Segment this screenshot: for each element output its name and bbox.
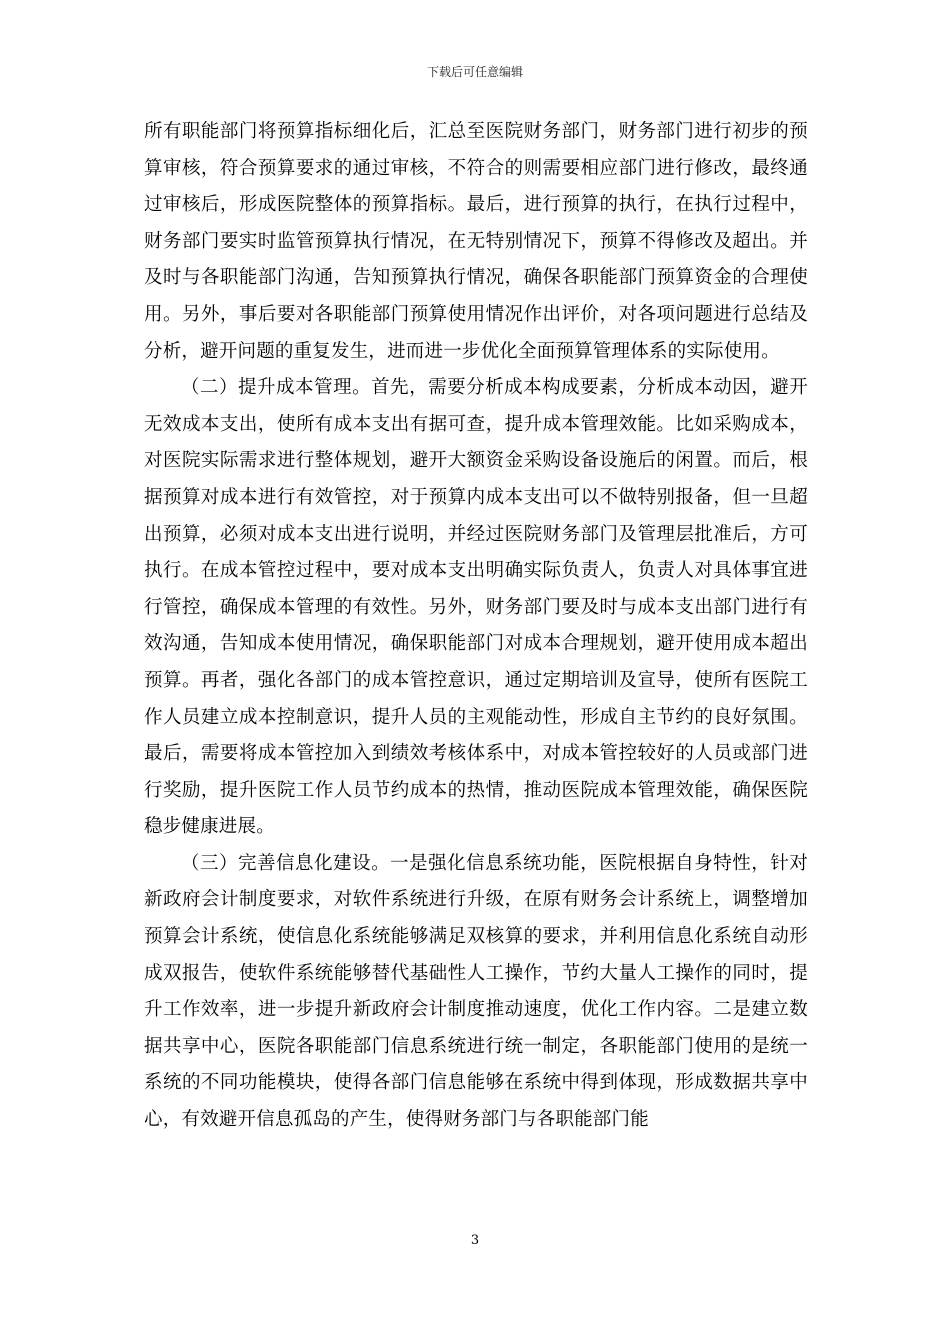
paragraph-budget-continuation: 所有职能部门将预算指标细化后，汇总至医院财务部门，财务部门进行初步的预算审核，符合预算要求的通过审核，不符合的则需要相应部门进行修改，最终通过审核后，形成医院整体的预算指标。最后，进行预算的执行，在执行过程中，财务部门要实时监管预算执行情况，在无特别情况下，预算不得修改及超出。并及时与各职能部门沟通，告知预算执行情况，确保各职能部门预算资金的合理使用。另外，事后要对各职能部门预算使用情况作出评价，对各项问题进行总结及分析，避开问题的重复发生，进而进一步优化全面预算管理体系的实际使用。	[144, 121, 808, 362]
document-body	[144, 114, 808, 1139]
page-header: 下载后可任意编辑	[426, 65, 523, 79]
page-number: 3	[470, 1233, 480, 1248]
paragraph-informatization: （三）完善信息化建设。一是强化信息系统功能，医院根据自身特性，针对新政府会计制度要求，对软件系统进行升级，在原有财务会计系统上，调整增加预算会计系统，使信息化系统能够满足双核算的要求，并利用信息化系统自动形成双报告，使软件系统能够替代基础性人工操作，节约大量人工操作的同时，提升工作效率，进一步提升新政府会计制度推动速度，优化工作内容。二是建立数据共享中心，医院各职能部门信息系统进行统一制定，各职能部门使用的是统一系统的不同功能模块，使得各部门信息能够在系统中得到体现，形成数据共享中心，有效避开信息孤岛的产生，使得财务部门与各职能部门能	[144, 852, 808, 1131]
paragraph-cost-management: （二）提升成本管理。首先，需要分析成本构成要素，分析成本动因，避开无效成本支出，使所有成本支出有据可查，提升成本管理效能。比如采购成本，对医院实际需求进行整体规划，避开大额资金采购设备设施后的闲置。而后，根据预算对成本进行有效管控，对于预算内成本支出可以不做特别报备，但一旦超出预算，必须对成本支出进行说明，并经过医院财务部门及管理层批准后，方可执行。在成本管控过程中，要对成本支出明确实际负责人，负责人对具体事宜进行管控，确保成本管理的有效性。另外，财务部门要及时与成本支出部门进行有效沟通，告知成本使用情况，确保职能部门对成本合理规划，避开使用成本超出预算。再者，强化各部门的成本管控意识，通过定期培训及宣导，使所有医院工作人员建立成本控制意识，提升人员的主观能动性，形成自主节约的良好氛围。最后，需要将成本管控加入到绩效考核体系中，对成本管控较好的人员或部门进行奖励，提升医院工作人员节约成本的热情，推动医院成本管理效能，确保医院稳步健康进展。	[144, 377, 808, 838]
